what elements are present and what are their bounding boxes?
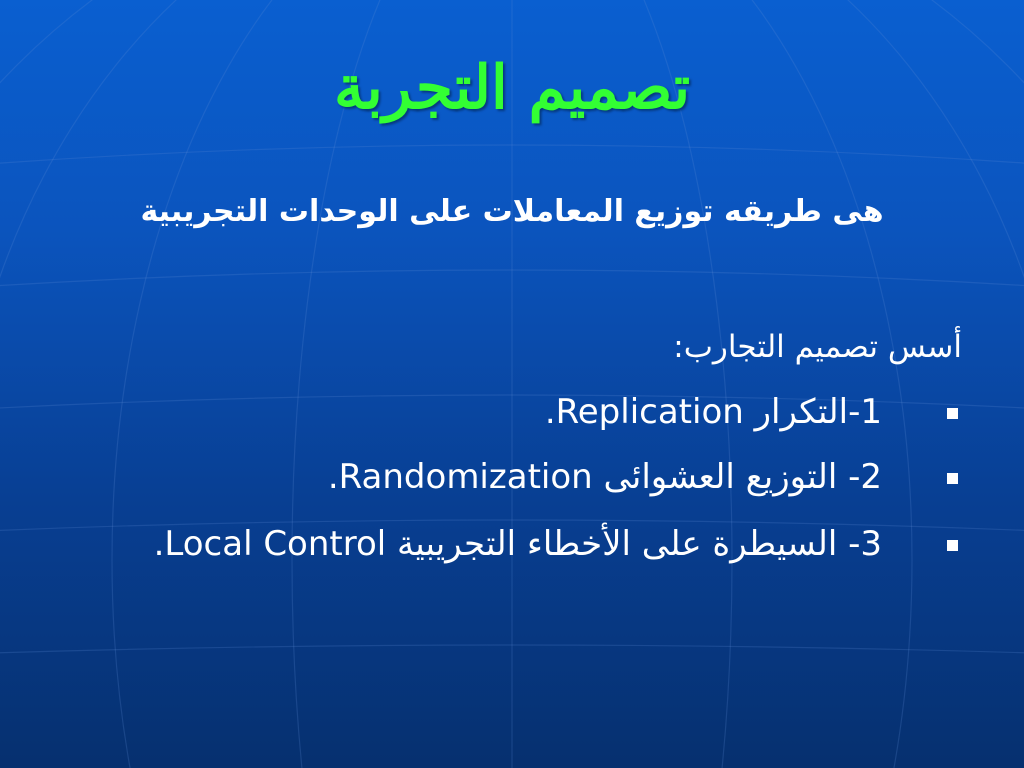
slide-subtitle: هى طريقه توزيع المعاملات على الوحدات التجريبية — [140, 194, 884, 229]
bullet-text: 3- السيطرة على الأخطاء التجريبية Local Control. — [153, 524, 882, 564]
square-bullet-icon — [947, 473, 958, 484]
bullet-item-randomization — [0, 449, 1024, 505]
square-bullet-icon — [947, 408, 958, 419]
bullet-text: 1-التكرار Replication. — [544, 392, 882, 432]
bullet-item-local-control — [0, 516, 1024, 572]
square-bullet-icon — [947, 540, 958, 551]
slide-title: تصميم التجربة — [333, 53, 691, 123]
bullet-text: 2- التوزيع العشوائى Randomization. — [327, 457, 882, 497]
bullet-item-replication — [0, 384, 1024, 440]
basis-heading: أسس تصميم التجارب: — [673, 329, 962, 365]
